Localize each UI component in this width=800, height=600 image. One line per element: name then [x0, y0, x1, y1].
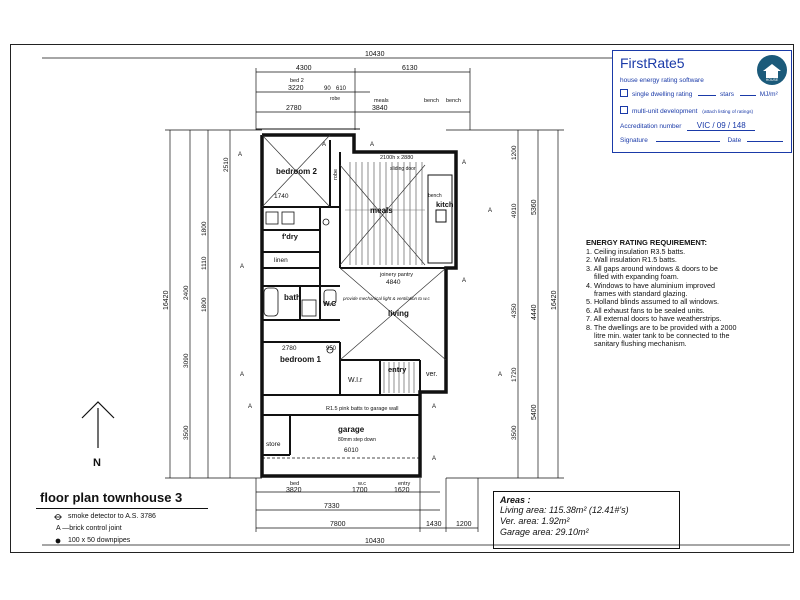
- room-robe: robe: [333, 168, 339, 180]
- energy-rating-requirements: [586, 238, 786, 349]
- stars-field[interactable]: [698, 95, 716, 96]
- room-living: living: [388, 309, 409, 318]
- dim-right-room-3: 4350: [511, 303, 518, 318]
- accreditation-label: Accreditation number: [620, 123, 682, 130]
- dim-top-split-2: 6130: [402, 65, 418, 72]
- dim-top-room-1: 2780: [286, 105, 302, 112]
- date-label: Date: [727, 137, 742, 144]
- room-linen: linen: [274, 257, 288, 264]
- title-underline: [36, 508, 208, 509]
- legend-smoke-detector: smoke detector to A.S. 3786: [68, 513, 156, 520]
- room-garage: garage: [338, 425, 365, 434]
- dim-right-room-4: 1720: [511, 367, 518, 382]
- single-dwelling-label: single dwelling rating: [632, 91, 693, 98]
- energy-item: 1. Ceiling insulation R3.5 batts.: [586, 247, 686, 256]
- dim-bottom-room-2: 1700: [352, 487, 368, 494]
- note-garage-slab: 80mm step down: [338, 437, 377, 443]
- svg-text:A: A: [432, 456, 437, 462]
- stars-label: stars: [719, 91, 735, 98]
- dim-left-overall: 16420: [163, 290, 170, 310]
- signature-label: Signature: [620, 137, 648, 144]
- dim-top-room-2: 3840: [372, 105, 388, 112]
- dim-top-overall: 10430: [365, 51, 385, 58]
- note-garage-dim: 6010: [344, 447, 359, 454]
- energy-item: 6. All exhaust fans to be sealed units.: [586, 305, 705, 315]
- note-sliding-door: sliding door: [390, 166, 416, 172]
- energy-item: 8. The dwellings are to be provided with a 2000: [586, 322, 737, 332]
- dim-top-small-1: 90: [324, 86, 331, 92]
- room-fdry: f'dry: [282, 232, 298, 241]
- room-ver: ver.: [426, 371, 438, 378]
- dim-bottom-wc-label: w.c: [358, 481, 366, 487]
- energy-item: 2. Wall insulation R1.5 batts.: [586, 255, 677, 265]
- dim-left-room-6: 3090: [183, 353, 190, 368]
- dim-right-split-2: 4440: [531, 304, 538, 320]
- kitchen-bench: [428, 175, 452, 263]
- svg-text:A: A: [462, 160, 467, 166]
- room-wir: W.I.r: [348, 377, 363, 384]
- house-logo-icon: [757, 55, 787, 85]
- room-bath: bath: [284, 293, 301, 302]
- dim-left-room-2: 1800: [201, 221, 208, 236]
- dim-right-split-3: 5400: [531, 404, 538, 420]
- room-bedroom-2: bedroom 2: [276, 167, 317, 176]
- signature-row: [620, 137, 783, 144]
- north-label: N: [93, 457, 101, 469]
- legend-brick-control-joint: A —brick control joint: [56, 525, 122, 532]
- accreditation-number[interactable]: VIC / 09 / 148: [687, 121, 755, 131]
- multi-unit-label: multi-unit development: [632, 108, 698, 115]
- note-ventilation: provide mechanical light & ventilation to w.c: [343, 296, 430, 301]
- accreditation-row: [620, 121, 755, 131]
- firstrate-title: FirstRate5: [620, 55, 685, 71]
- dim-right-room-2: 4910: [511, 203, 518, 218]
- single-dwelling-checkbox[interactable]: [620, 89, 628, 97]
- dim-bottom-room-1: 3820: [286, 487, 302, 494]
- dim-left-room-7: 3500: [183, 425, 190, 440]
- svg-text:A: A: [488, 208, 493, 214]
- svg-text:A: A: [498, 372, 503, 378]
- dim-bottom-entry-label: entry: [398, 481, 411, 487]
- room-meals: meals: [370, 206, 393, 215]
- right-dimension-lines: [446, 130, 564, 478]
- note-joinery-pantry: joinery pantry: [380, 272, 414, 278]
- mj-label: MJ/m²: [759, 91, 778, 98]
- energy-heading: ENERGY RATING REQUIREMENT:: [586, 238, 707, 247]
- dim-bottom-overall: 10430: [365, 538, 385, 545]
- energy-item: 4. Windows to have aluminium improved: [586, 280, 716, 290]
- dim-bottom-split-1: 7800: [330, 521, 346, 528]
- firstrate-subtitle: house energy rating software: [620, 77, 704, 84]
- left-dimension-lines: [165, 130, 262, 478]
- areas-heading: Areas :: [500, 495, 531, 505]
- dim-bottom-bed-label: bed: [290, 481, 300, 487]
- dim-top-bed2-label: bed 2: [290, 78, 304, 84]
- svg-text:A: A: [432, 404, 437, 410]
- energy-list: [586, 248, 786, 349]
- date-field[interactable]: [747, 141, 783, 142]
- multi-unit-checkbox[interactable]: [620, 106, 628, 114]
- signature-field[interactable]: [656, 141, 720, 142]
- mj-field[interactable]: [740, 95, 756, 96]
- dim-bottom-split-3: 1200: [456, 521, 472, 528]
- svg-text:A: A: [240, 372, 245, 378]
- house-logo-text: HOUSE: [765, 78, 779, 82]
- multi-unit-row: [620, 106, 753, 115]
- dim-top-meals-label: meals: [374, 98, 389, 104]
- dim-right-room-5: 3500: [511, 425, 518, 440]
- single-dwelling-row: [620, 89, 778, 98]
- ver-area: Ver. area: 1.92m²: [500, 516, 570, 526]
- dim-bottom-garage: 7330: [324, 503, 340, 510]
- dim-left-room-4: 2400: [183, 285, 190, 300]
- note-garage-batts: R1.5 pink batts to garage wall: [326, 406, 399, 412]
- dim-top-bench-label-1: bench: [424, 98, 439, 104]
- room-bedroom-1: bedroom 1: [280, 355, 321, 364]
- living-area: Living area: 115.38m² (12.41#'s): [500, 505, 629, 515]
- dim-left-room-5: 1800: [201, 297, 208, 312]
- dim-right-room-1: 1200: [511, 145, 518, 160]
- dim-bottom-split-2: 1430: [426, 521, 442, 528]
- note-dining-door: 2100h x 2880: [380, 155, 414, 161]
- energy-item: litre min. water tank to be connected to the: [594, 331, 730, 341]
- dim-right-overall: 16420: [551, 290, 558, 310]
- plan-title: floor plan townhouse 3: [40, 490, 183, 505]
- svg-text:A: A: [240, 264, 245, 270]
- energy-item: sanitary flushing mechanism.: [594, 339, 687, 349]
- note-bench: bench: [428, 193, 442, 199]
- dim-top-bed2: 3220: [288, 85, 304, 92]
- svg-text:A: A: [462, 278, 467, 284]
- energy-item: 3. All gaps around windows & doors to be: [586, 263, 718, 273]
- energy-item: filled with expanding foam.: [594, 272, 679, 282]
- energy-item: 5. Holland blinds assumed to all windows.: [586, 297, 720, 307]
- svg-text:A: A: [248, 404, 253, 410]
- garage-area: Garage area: 29.10m²: [500, 527, 589, 537]
- energy-item: frames with standard glazing.: [594, 289, 688, 299]
- firstrate-certificate-box: [612, 50, 792, 153]
- room-entry: entry: [388, 365, 407, 374]
- room-kitch: kitch: [436, 200, 454, 209]
- note-bedroom1-dim: 2780: [282, 345, 297, 352]
- dim-right-split-1: 5360: [531, 199, 538, 215]
- note-joinery-pantry-dim: 4840: [386, 279, 401, 286]
- energy-item: 7. All external doors to have weatherstrips.: [586, 314, 722, 324]
- dim-left-room-1: 2510: [223, 157, 230, 172]
- areas-box: [493, 491, 680, 549]
- note-linen-dim: 1740: [274, 193, 289, 200]
- dim-top-split-1: 4300: [296, 65, 312, 72]
- dim-left-room-3: 1110: [201, 256, 208, 270]
- note-hall-dim: 950: [326, 346, 337, 352]
- dim-top-robe-label: robe: [330, 96, 341, 102]
- room-wc: W.C: [323, 301, 337, 308]
- svg-text:A: A: [322, 142, 327, 148]
- legend-downpipe: 100 x 50 downpipes: [68, 537, 131, 544]
- svg-text:A: A: [238, 152, 243, 158]
- dim-bottom-room-3: 1620: [394, 487, 410, 494]
- dim-top-small-2: 610: [336, 86, 347, 92]
- multi-unit-note: (attach listing of ratings): [702, 110, 754, 115]
- room-store: store: [266, 441, 281, 448]
- svg-text:A: A: [370, 142, 375, 148]
- dim-top-bench-label-2: bench: [446, 98, 461, 104]
- north-arrow-icon: [82, 402, 114, 448]
